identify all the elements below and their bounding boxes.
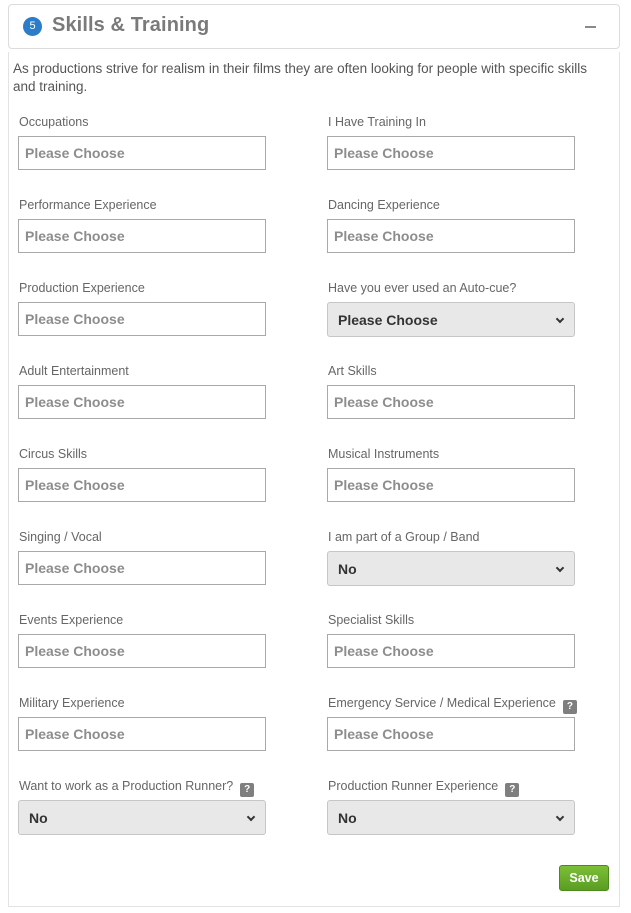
step-number-badge: 5 [23, 17, 42, 36]
runner-want-select-value: No [29, 810, 48, 826]
adult-field[interactable]: Please Choose [18, 385, 266, 419]
runner-want-label-wrap [19, 779, 254, 797]
circus-field[interactable]: Please Choose [18, 468, 266, 502]
emergency-label-wrap [328, 696, 577, 714]
emergency-field[interactable]: Please Choose [327, 717, 575, 751]
help-icon[interactable]: ? [505, 783, 519, 797]
section-intro: As productions strive for realism in their films they are often looking for people with specific skills and training. [13, 61, 587, 94]
runner-exp-label-wrap [328, 779, 519, 797]
runner-exp-select-value: No [338, 810, 357, 826]
runner-want-select[interactable] [18, 800, 266, 835]
runner-exp-label: Production Runner Experience [328, 779, 499, 793]
runner-want-label: Want to work as a Production Runner? [19, 779, 234, 793]
instruments-label: Musical Instruments [328, 447, 440, 461]
singing-field[interactable]: Please Choose [18, 551, 266, 585]
specialist-field[interactable]: Please Choose [327, 634, 575, 668]
emergency-label: Emergency Service / Medical Experience [328, 696, 556, 710]
chevron-down-icon [556, 564, 564, 572]
specialist-label: Specialist Skills [328, 613, 415, 627]
chevron-down-icon [247, 813, 255, 821]
occupations-label: Occupations [19, 115, 89, 129]
section-title: Skills & Training [52, 14, 210, 36]
chevron-down-icon [556, 813, 564, 821]
events-label: Events Experience [19, 613, 124, 627]
group-select-value: No [338, 561, 357, 577]
performance-label: Performance Experience [19, 198, 157, 212]
training-label: I Have Training In [328, 115, 426, 129]
events-field[interactable]: Please Choose [18, 634, 266, 668]
autocue-select-value: Please Choose [338, 312, 438, 328]
runner-exp-select[interactable] [327, 800, 575, 835]
chevron-down-icon [556, 315, 564, 323]
group-select[interactable] [327, 551, 575, 586]
production-label: Production Experience [19, 281, 145, 295]
production-field[interactable]: Please Choose [18, 302, 266, 336]
singing-label: Singing / Vocal [19, 530, 102, 544]
save-button[interactable]: Save [559, 865, 609, 891]
military-label: Military Experience [19, 696, 125, 710]
help-icon[interactable]: ? [563, 700, 577, 714]
art-field[interactable]: Please Choose [327, 385, 575, 419]
group-label: I am part of a Group / Band [328, 530, 480, 544]
dancing-field[interactable]: Please Choose [327, 219, 575, 253]
section-header [8, 4, 620, 49]
dancing-label: Dancing Experience [328, 198, 440, 212]
help-icon[interactable]: ? [240, 783, 254, 797]
instruments-field[interactable]: Please Choose [327, 468, 575, 502]
performance-field[interactable]: Please Choose [18, 219, 266, 253]
training-field[interactable]: Please Choose [327, 136, 575, 170]
autocue-label: Have you ever used an Auto-cue? [328, 281, 517, 295]
military-field[interactable]: Please Choose [18, 717, 266, 751]
circus-label: Circus Skills [19, 447, 88, 461]
autocue-select[interactable] [327, 302, 575, 337]
art-label: Art Skills [328, 364, 377, 378]
adult-label: Adult Entertainment [19, 364, 129, 378]
occupations-field[interactable]: Please Choose [18, 136, 266, 170]
collapse-minus-icon[interactable] [583, 14, 599, 38]
